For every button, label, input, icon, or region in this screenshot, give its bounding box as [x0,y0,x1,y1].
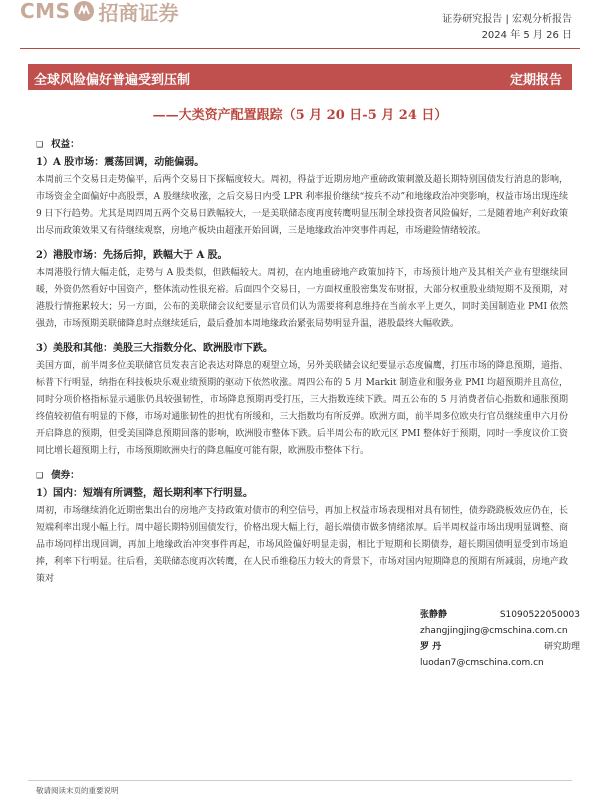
logo-chinese-text: 招商证券 [98,0,179,25]
a-share-heading: 1）A 股市场：震荡回调，动能偏弱。 [36,157,205,168]
analyst-name: 张静静 [420,610,448,620]
analyst-info [420,607,580,671]
hk-paragraph: 本周港股行情大幅走低，走势与 A 股类似，但跌幅较大。周初，在内地重磅地产政策加持下，市场预计地产及其相关产业有望继续回暖，外资仍然看好中国资产，整体流动性很充裕。后面四个交易日，一方面权重股密集发布财报，大部分权重股业绩短期不及预期，对港股行情拖累较大；另一方面，公布的美联储会议纪要显示官员们认为需要将利息维持在当前水平上更久，同时美国制造业 PMI 依然强劲，市场预期美联储降息时点继续延后，最后叠加本周地缘政治紧张局势明显升温，港股最终大幅收跌。 [36,268,568,329]
hk-heading: 2）港股市场：先扬后抑，跌幅大于 A 股。 [36,250,228,261]
a-share-paragraph: 本周前三个交易日走势偏平，后两个交易日下探幅度较大。周初，得益于近期房地产重磅政策刺激及超长期特别国债发行消息的影响，市场资金全面偏好中高股票，A 股继续收涨，之后交易日内受 LPR 利率报价继续“按兵不动”和地缘政治冲突影响，权益市场出现连续 9 日下行趋势。尤其是周四周五两个交易日跌幅较大，一是美联储态度再度转鹰明显压制全球投资者风险偏好，二是随着地产利好政策出尽而政策效果又有待继续观察，房地产板块由超涨开始回调，三是地缘政治冲突事件再起，市场避险情绪较浓。 [36,175,568,236]
section-equity-heading [36,136,568,154]
cms-logo-badge-icon [73,0,95,22]
report-date: 2024 年 5 月 26 日 [481,30,572,41]
header-divider [20,48,580,49]
us-heading: 3）美股和其他：美股三大指数分化、欧洲股市下跌。 [36,343,273,354]
logo-latin-text: CMS [20,0,71,23]
analyst-cert-id: S1090522050003 [499,610,580,620]
assistant-email[interactable]: luodan7@cmschina.com.cn [420,658,544,668]
assistant-row [420,639,580,655]
report-body [36,136,568,588]
assistant-name: 罗 丹 [420,642,442,652]
us-paragraph: 美国方面，前半周多位美联储官员发表言论表达对降息的观望立场，另外美联储会议纪要显示态度偏鹰，打压市场的降息预期，道指、标普下行明显，纳指在科技板块乐观业绩预期的驱动下依然收涨。周四公布的 5 月 Markit 制造业和服务业 PMI 均超预期并且高位，同时分项价格指标显示通胀仍具较强韧性，市场降息预期再受打压，三大指数连续下跌。周五公布的 5 月消费者信心指数和通胀预期终值较初值有明显的下修，市场对通胀韧性的担忧有所缓和，三大指数均有所反弹。欧洲方面，前半周多位欧央行官员继续重申六月份开启降息的预期，但受美国降息预期回落的影响，欧洲股市整体下跌。后半周公布的欧元区 PMI 整体好于预期，同时一季度议价工资同比增长超预期上行，市场预期欧洲央行的降息幅度可能有限，欧洲股市整体下行。 [36,361,568,456]
report-subtitle: ——大类资产配置跟踪（5 月 20 日-5 月 24 日） [152,108,448,123]
section-bond-heading [36,467,568,485]
title-bar [28,64,572,90]
report-meta [442,12,572,44]
section-bond-label: 债券： [51,470,80,481]
cms-logo [20,0,179,25]
analyst-row [420,607,580,623]
footer-disclaimer: 敬请阅读末页的重要说明 [36,786,119,795]
domestic-bond-heading: 1）国内：短端有所调整，超长期利率下行明显。 [36,488,253,499]
footer-divider [28,780,572,781]
report-type: 定期报告 [509,73,562,88]
analyst-email[interactable]: zhangjingjing@cmschina.com.cn [420,626,568,636]
bullet-icon: ❑ [36,471,44,480]
assistant-role: 研究助理 [543,642,580,652]
report-category: 证券研究报告 | 宏观分析报告 [442,14,572,25]
domestic-bond-paragraph: 周初，市场继续消化近期密集出台的房地产支持政策对债市的利空信号，再加上权益市场表现相对具有韧性，债券跷跷板效应仍在，长短端利率出现小幅上行。周中超长期特别国债发行，价格出现大幅上行，超长端债市做多情绪浓厚。后半周权益市场出现明显调整、商品市场同样出现回调，再加上地缘政治冲突事件再起，市场风险偏好明显走弱，相比于短期和长期债券，超长期国债明显受到市场追捧，利率下行明显。往后看，美联储态度再次转鹰，在人民币维稳压力较大的背景下，市场对国内短期降息的预期有所减弱，房地产政策对 [36,506,568,584]
section-equity-label: 权益： [51,139,80,150]
report-title: 全球风险偏好普遍受到压制 [34,73,191,88]
bullet-icon: ❑ [36,140,44,149]
